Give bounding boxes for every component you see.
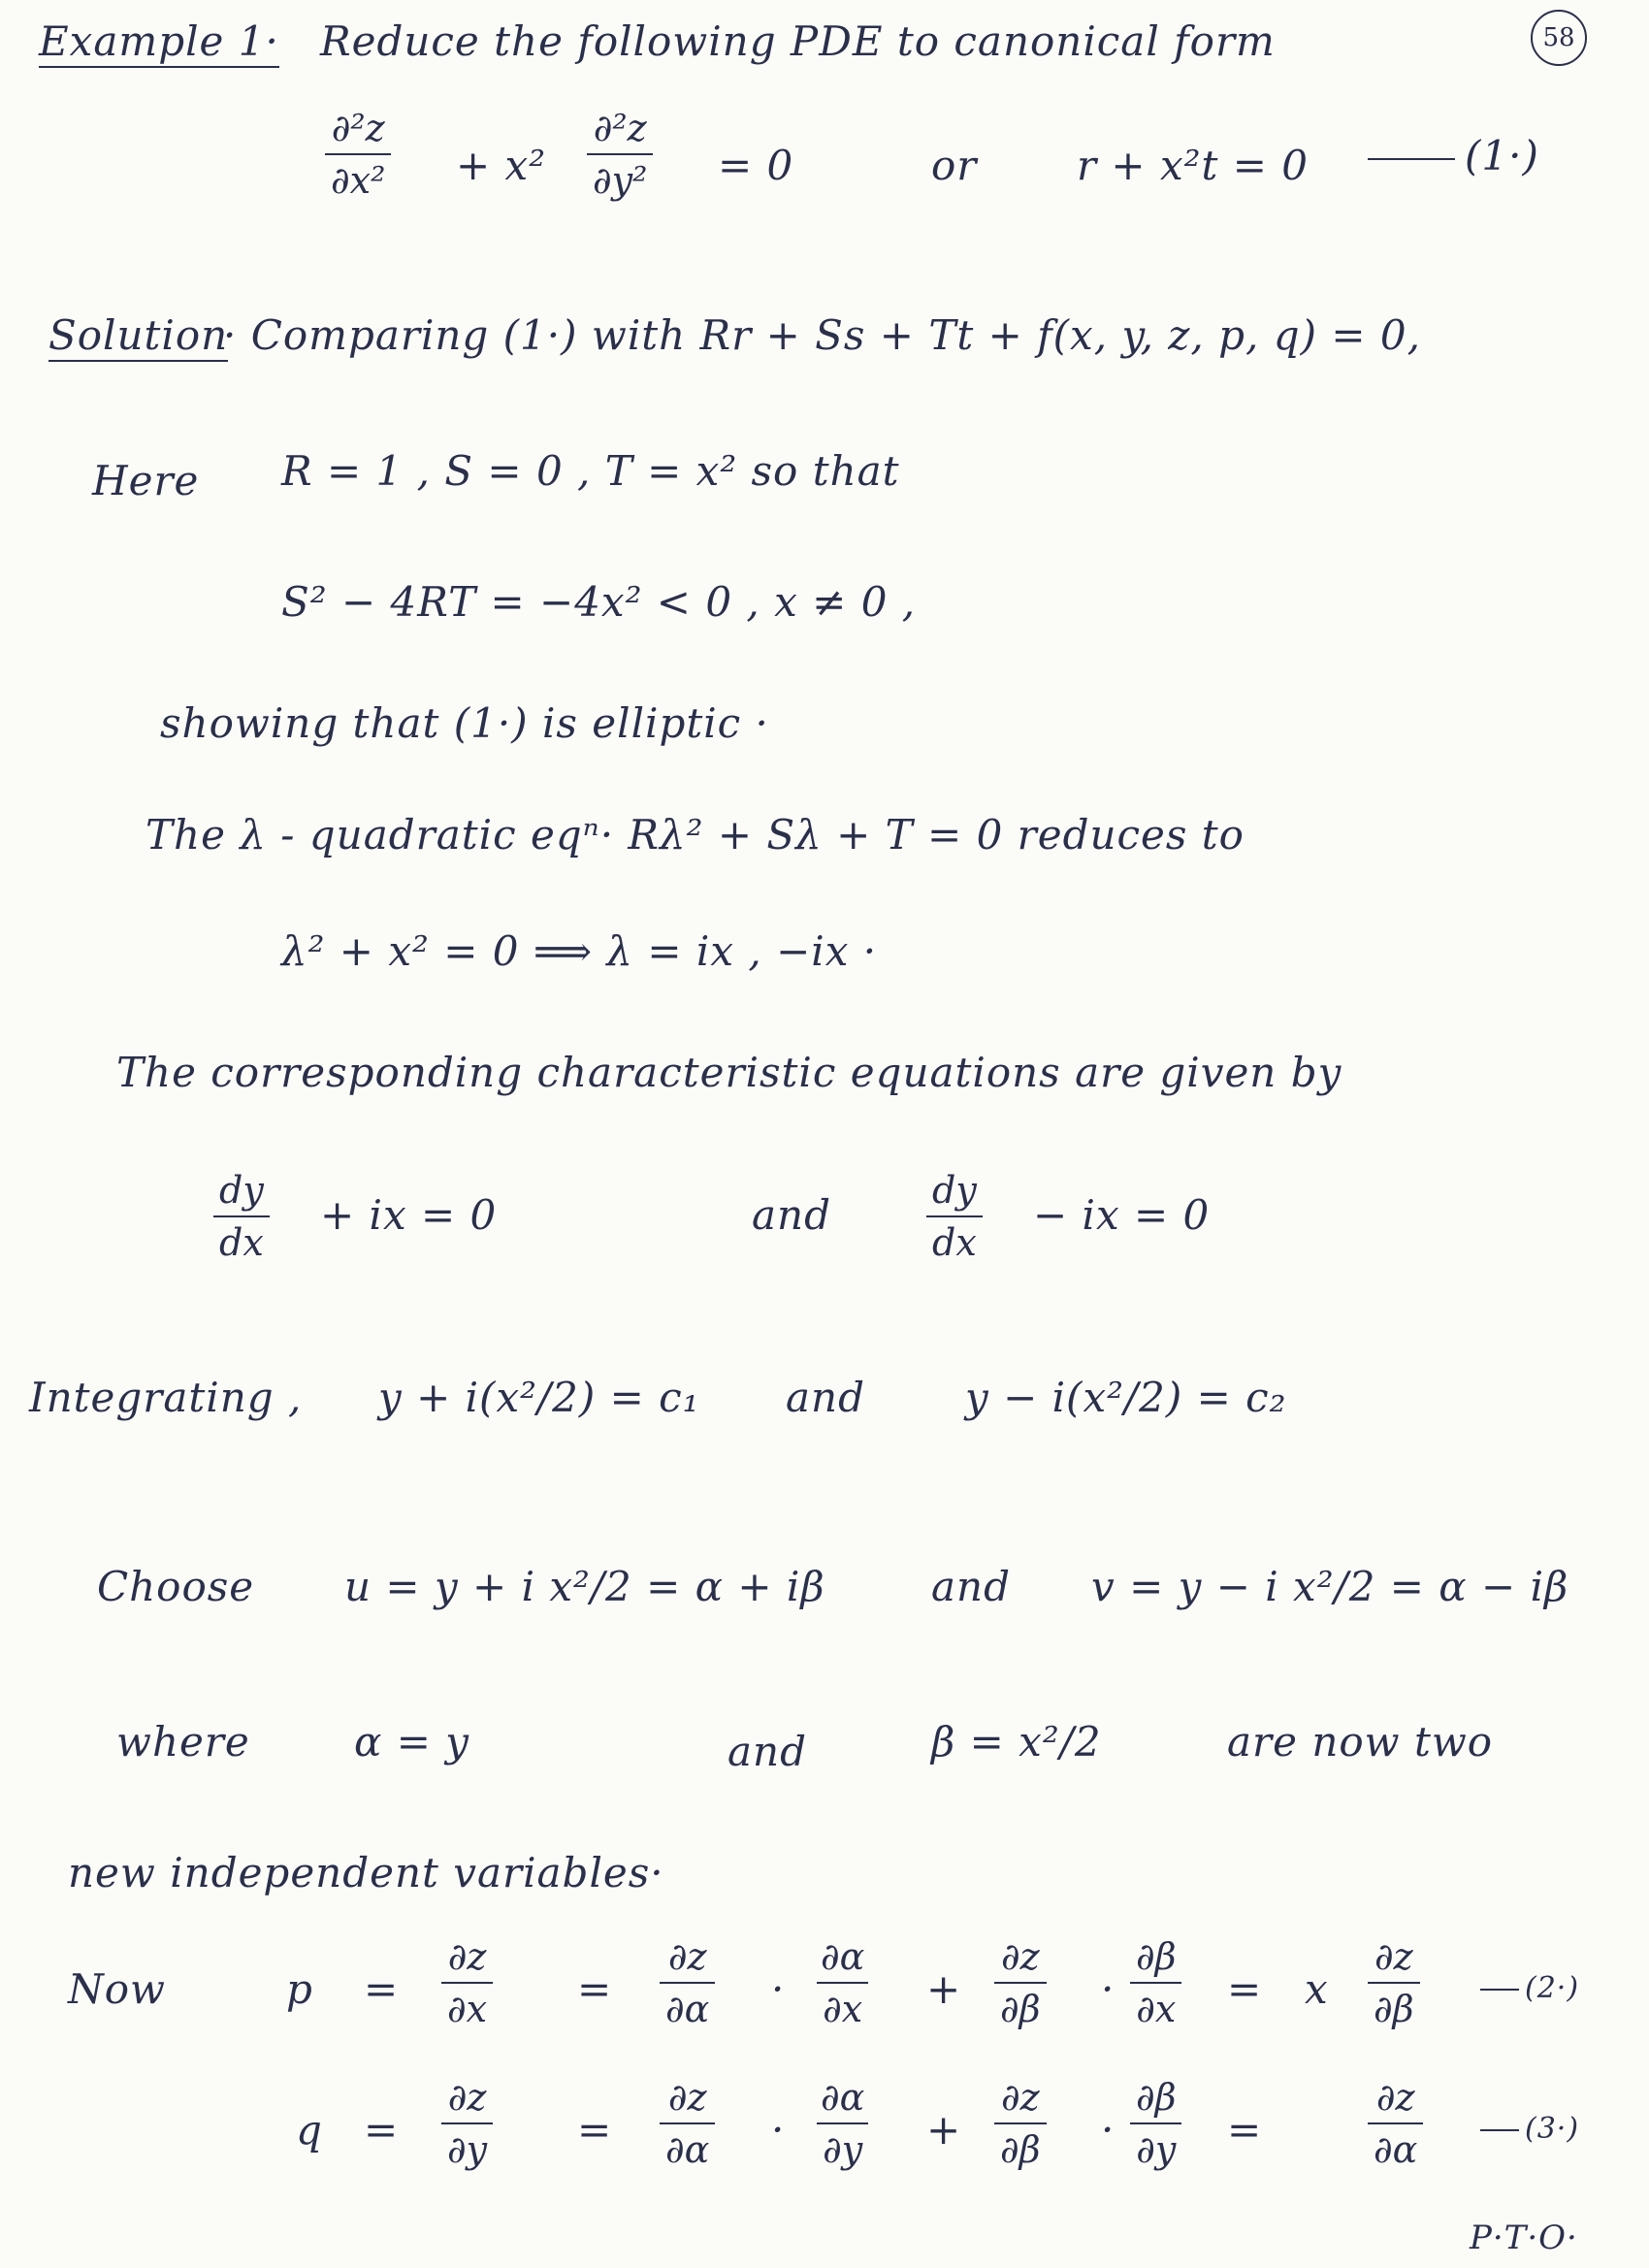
equals-sign: = [1227, 1965, 1263, 2013]
instruction-text: Reduce the following PDE to canonical form [320, 17, 1276, 65]
equals-sign: = [364, 1965, 400, 2013]
plus-sign: + [926, 2106, 962, 2154]
fraction-denominator: ∂y [1130, 2122, 1181, 2171]
dz-dbeta-fraction [994, 2076, 1047, 2171]
short-form-equation: r + x²t = 0 [1077, 142, 1309, 189]
and-text: and [752, 1191, 831, 1239]
fraction-numerator: ∂α [821, 2076, 865, 2119]
q-symbol: q [296, 2106, 323, 2154]
example-label: Example 1· [39, 21, 279, 68]
fraction-numerator: ∂z [667, 1935, 707, 1978]
x-factor: x [1305, 1965, 1329, 2013]
page-number: 58 [1542, 23, 1575, 52]
fraction-numerator: ∂z [1000, 2076, 1040, 2119]
or-text: or [931, 142, 978, 189]
fraction-denominator: ∂y [441, 2122, 493, 2171]
equation-tag-2: (2·) [1474, 1974, 1579, 2003]
equation-tag-3: (3·) [1474, 2115, 1579, 2144]
plus-sign: + [926, 1965, 962, 2013]
fraction-denominator: ∂β [1368, 1982, 1420, 2030]
are-now-two-text: are now two [1227, 1718, 1494, 1766]
choose-label: Choose [97, 1563, 255, 1610]
char-eq-right-rest: − ix = 0 [1033, 1191, 1211, 1239]
now-label: Now [68, 1965, 166, 2013]
equals-zero: = 0 [718, 142, 794, 189]
integral-left: y + i(x²/2) = c₁ [378, 1374, 700, 1421]
equals-sign: = [577, 1965, 613, 2013]
alpha-definition: α = y [354, 1718, 469, 1766]
dalpha-dx-fraction [815, 1935, 870, 2030]
equals-sign: = [1227, 2106, 1263, 2154]
fraction-numerator: ∂z [1374, 1935, 1413, 1978]
equals-sign: = [577, 2106, 613, 2154]
fraction-denominator: ∂x [817, 1982, 868, 2030]
here-label: Here [92, 457, 200, 504]
discriminant-text: S² − 4RT = −4x² < 0 , x ≠ 0 , [281, 578, 917, 626]
lambda-roots: λ² + x² = 0 ⟹ λ = ix , −ix · [281, 927, 878, 975]
d2z-dx2-fraction [325, 107, 391, 202]
dz-dx-fraction [441, 1935, 493, 2030]
and-text: and [931, 1563, 1011, 1610]
dot-operator: · [1101, 2106, 1116, 2154]
dalpha-dy-fraction [815, 2076, 870, 2171]
pto-footer: P·T·O· [1470, 2219, 1578, 2257]
dz-dbeta-fraction [994, 1935, 1047, 2030]
fraction-numerator: ∂²z [593, 107, 647, 149]
characteristic-intro: The corresponding characteristic equations are given by [116, 1049, 1342, 1096]
page-number-circle [1531, 10, 1587, 66]
fraction-denominator: ∂y [817, 2122, 868, 2171]
char-eq-left-rest: + ix = 0 [320, 1191, 498, 1239]
comparing-text: · Comparing (1·) with Rr + Ss + Tt + f(x, y, z, p, q) = 0, [223, 311, 1421, 359]
dbeta-dy-fraction [1130, 2076, 1182, 2171]
dz-dalpha-fraction [660, 2076, 715, 2171]
dz-dy-fraction [441, 2076, 493, 2171]
fraction-denominator: ∂x² [325, 153, 391, 202]
fraction-denominator: dx [926, 1215, 983, 1264]
lambda-quadratic-text: The λ - quadratic eqⁿ· Rλ² + Sλ + T = 0 reduces to [146, 811, 1245, 859]
dz-dalpha-result-fraction [1368, 2076, 1423, 2171]
fraction-denominator: ∂α [1368, 2122, 1423, 2171]
u-definition: u = y + i x²/2 = α + iβ [344, 1563, 825, 1610]
fraction-numerator: ∂α [821, 1935, 865, 1978]
integral-right: y − i(x²/2) = c₂ [965, 1374, 1287, 1421]
fraction-numerator: ∂β [1136, 2076, 1177, 2119]
solution-label: Solution [48, 315, 228, 362]
fraction-denominator: ∂α [660, 2122, 715, 2171]
and-text: and [786, 1374, 865, 1421]
new-variables-text: new independent variables· [68, 1849, 664, 1896]
p-symbol: p [286, 1965, 313, 2013]
fraction-numerator: ∂z [1000, 1935, 1040, 1978]
fraction-numerator: ∂z [667, 2076, 707, 2119]
beta-definition: β = x²/2 [931, 1718, 1102, 1766]
fraction-numerator: ∂β [1136, 1935, 1177, 1978]
v-definition: v = y − i x²/2 = α − iβ [1091, 1563, 1569, 1610]
equals-sign: = [364, 2106, 400, 2154]
dz-dbeta-result-fraction [1368, 1935, 1420, 2030]
fraction-denominator: ∂β [994, 2122, 1047, 2171]
fraction-denominator: ∂α [660, 1982, 715, 2030]
dy-dx-fraction-right [926, 1169, 983, 1264]
plus-x2-term: + x² [456, 142, 547, 189]
dot-operator: · [1101, 1965, 1116, 2013]
dot-operator: · [771, 1965, 786, 2013]
where-label: where [116, 1718, 250, 1766]
elliptic-statement: showing that (1·) is elliptic · [160, 699, 769, 747]
fraction-denominator: ∂y² [587, 153, 653, 202]
dbeta-dx-fraction [1130, 1935, 1182, 2030]
fraction-numerator: ∂z [1375, 2076, 1415, 2119]
fraction-numerator: ∂²z [331, 107, 385, 149]
fraction-denominator: ∂x [1130, 1982, 1181, 2030]
dot-operator: · [771, 2106, 786, 2154]
fraction-denominator: ∂x [441, 1982, 493, 2030]
dy-dx-fraction-left [213, 1169, 270, 1264]
fraction-numerator: dy [219, 1169, 264, 1212]
fraction-numerator: ∂z [447, 1935, 487, 1978]
dz-dalpha-fraction [660, 1935, 715, 2030]
d2z-dy2-fraction [587, 107, 653, 202]
fraction-denominator: ∂β [994, 1982, 1047, 2030]
and-text: and [728, 1728, 807, 1775]
fraction-numerator: ∂z [447, 2076, 487, 2119]
fraction-denominator: dx [213, 1215, 270, 1264]
coefficients-text: R = 1 , S = 0 , T = x² so that [281, 447, 900, 495]
equation-tag-1: (1·) [1358, 136, 1539, 177]
fraction-numerator: dy [932, 1169, 977, 1212]
integrating-label: Integrating , [29, 1374, 303, 1421]
